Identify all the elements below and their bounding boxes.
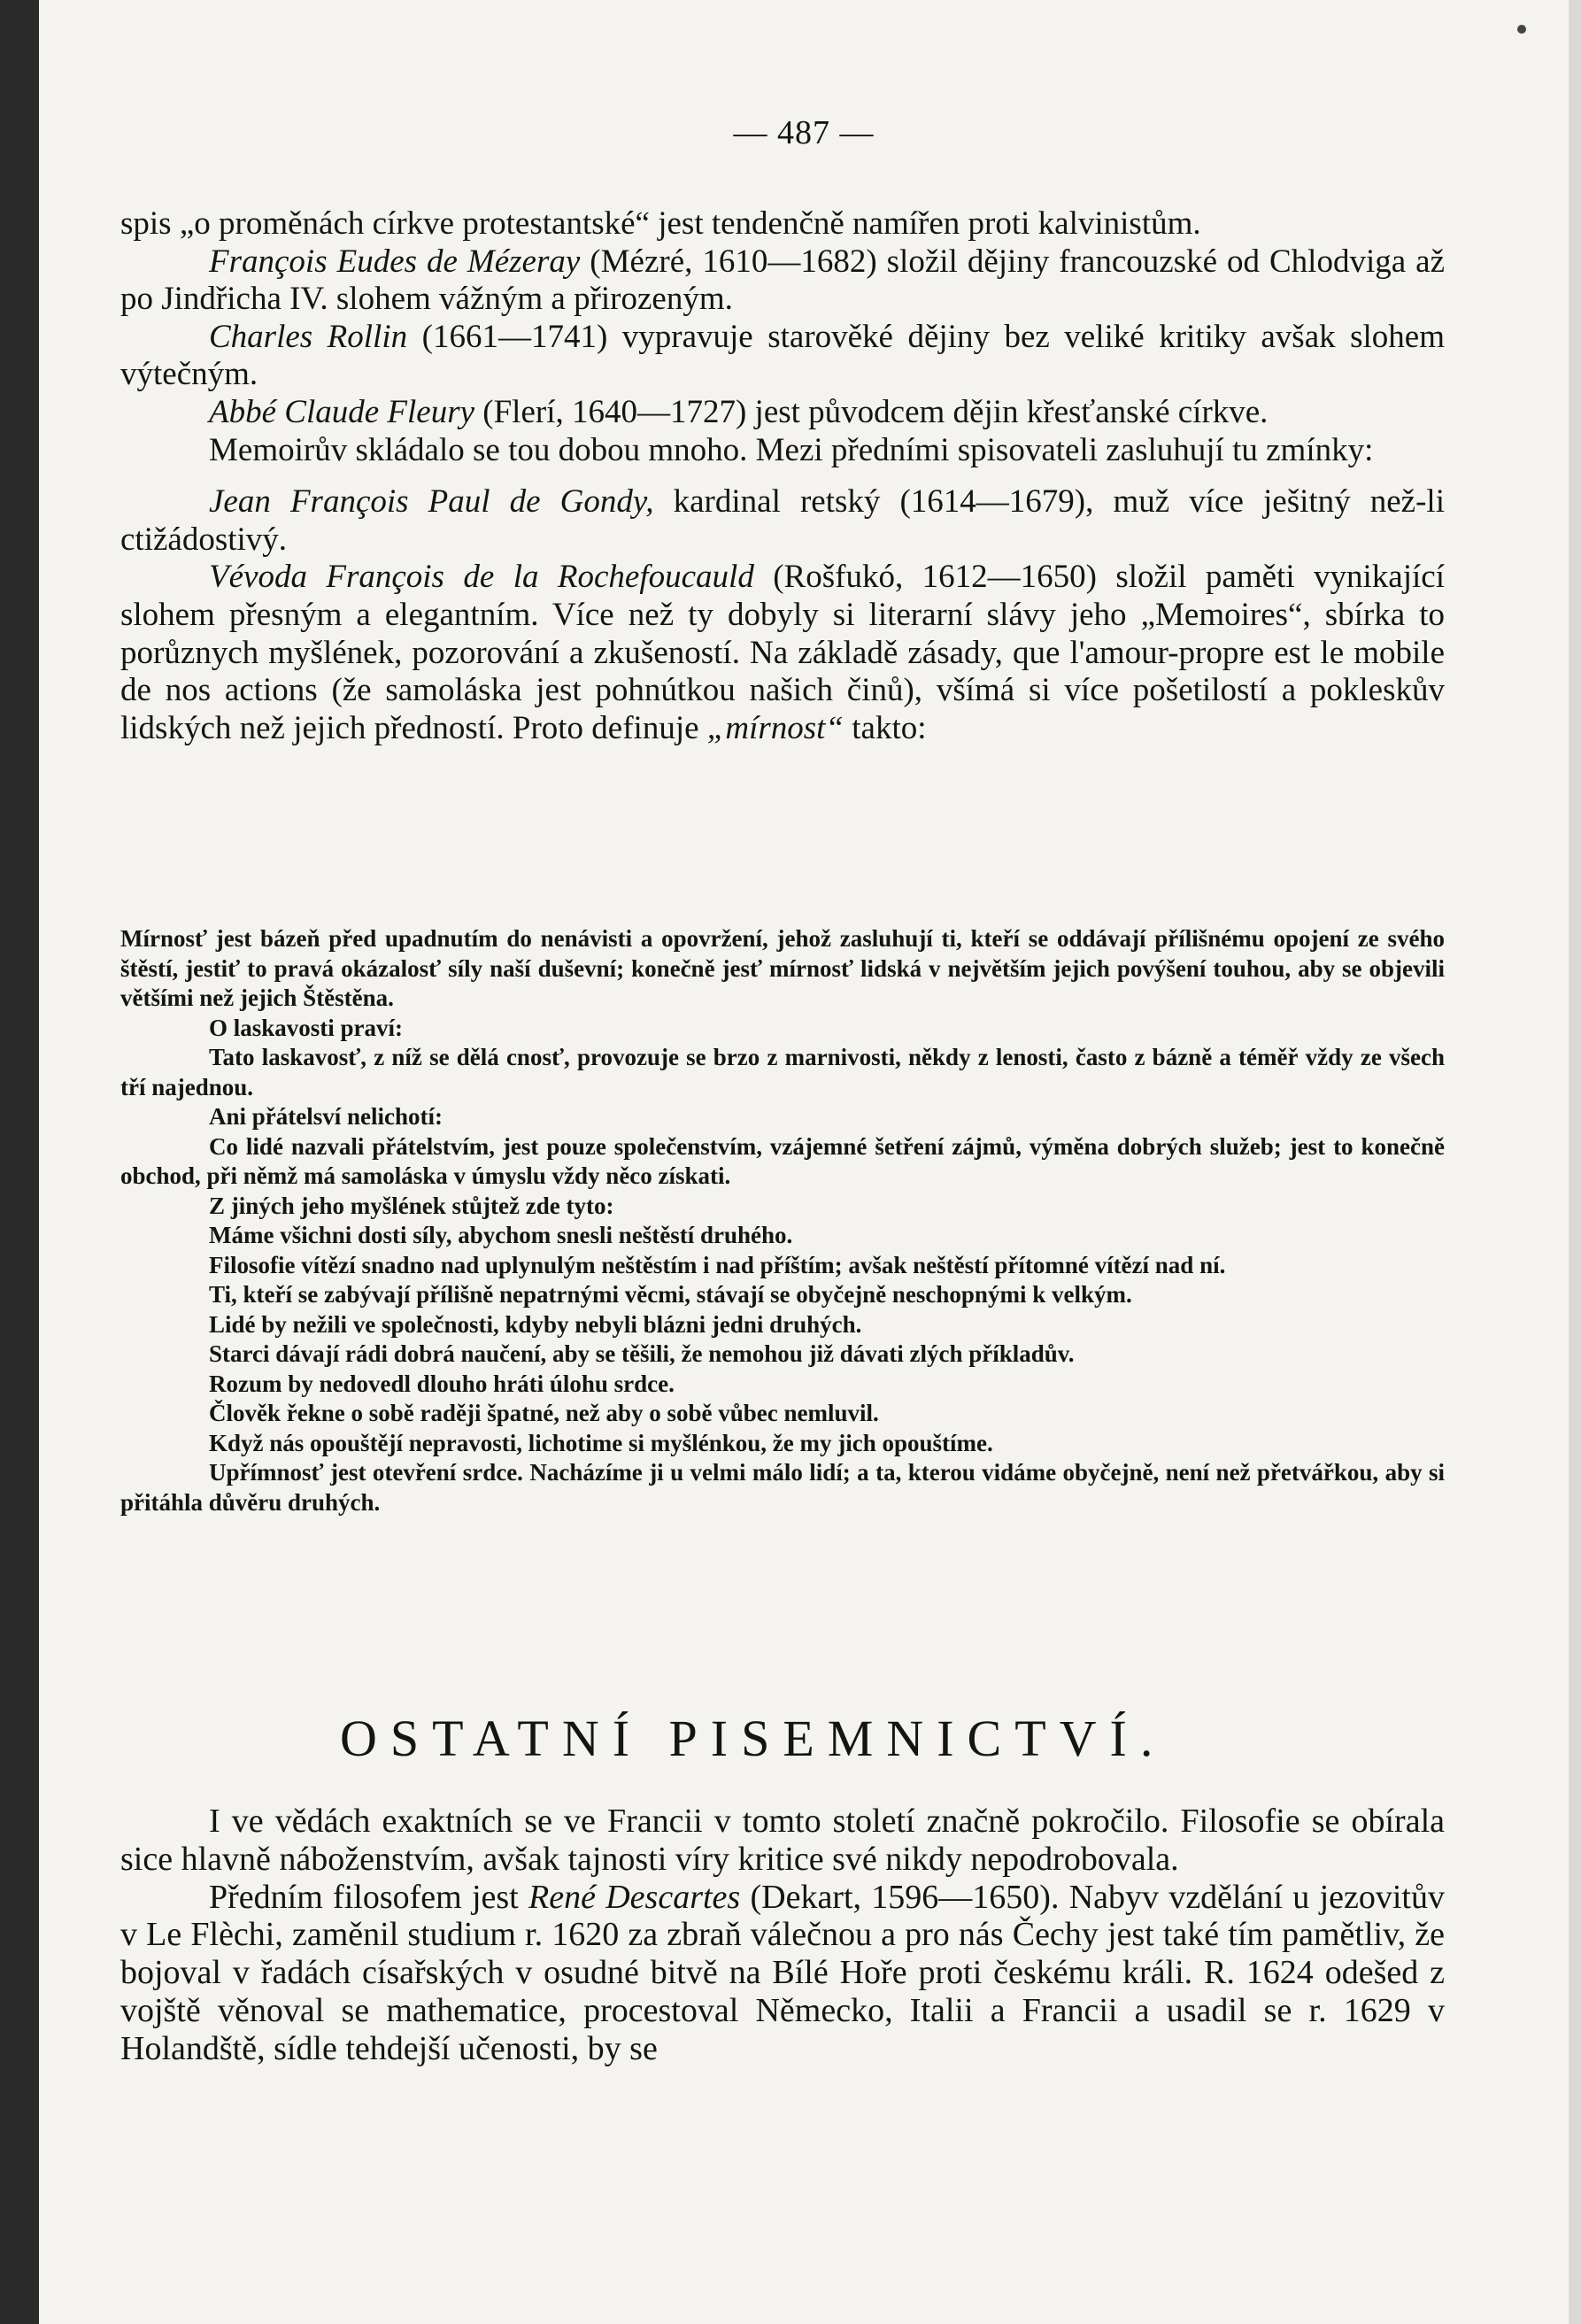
section-heading: OSTATNÍ PISEMNICTVÍ. (340, 1710, 1167, 1767)
quote-paragraph: Z jiných jeho myšlének stůjtež zde tyto: (209, 1192, 614, 1219)
quote-paragraph: O laskavosti praví: (209, 1014, 404, 1041)
page-speck (1517, 25, 1526, 34)
paragraph-3: Charles Rollin (1661—1741) vypravuje starověké dějiny bez veliké kritiky avšak slohem výtečným. (120, 318, 1445, 393)
author-name: Charles Rollin (209, 318, 408, 355)
paragraph-2: François Eudes de Mézeray (Mézré, 1610—1682) složil dějiny francouzské od Chlodviga až po Jindřicha IV. slohem vážným a přirozeným. (120, 243, 1445, 318)
quotations-block (120, 924, 1445, 1517)
quote-paragraph: Filosofie vítězí snadno nad uplynulým neštěstím i nad příštím; avšak neštěstí přítomné vítězí nad ní. (209, 1251, 1226, 1278)
defined-term: „mírnost“ (706, 709, 844, 746)
section-text (120, 1803, 1445, 2068)
quote-paragraph: Tato laskavosť, z níž se dělá cnosť, provozuje se brzo z marnivosti, někdy z lenosti, často z bázně a téměř vždy ze všech tří najednou. (120, 1044, 1445, 1100)
author-name: François Eudes de Mézeray (209, 243, 581, 280)
quote-paragraph: Když nás opouštějí nepravosti, lichotime si myšlénkou, že my jich opouštíme. (209, 1429, 993, 1456)
paragraph-5: Memoirův skládalo se tou dobou mnoho. Mezi předními spisovateli zasluhují tu zmínky: (209, 431, 1374, 468)
paragraph-4: Abbé Claude Fleury (Flerí, 1640—1727) jest původcem dějin křesťanské církve. (209, 393, 1269, 430)
author-name: Abbé Claude Fleury (209, 393, 475, 430)
quote-paragraph: Co lidé nazvali přátelstvím, jest pouze společenstvím, vzájemné šetření zájmů, výměna dobrých služeb; jest to konečně obchod, při němž má samoláska v úmyslu vždy něco získati. (120, 1132, 1445, 1189)
quote-paragraph: Mírnosť jest bázeň před upadnutím do nenávisti a opovržení, jehož zasluhují ti, kteří se oddávají přílišnému opojení ze svého štěstí, jestiť to pravá okázalosť síly naší duševní; konečně jesť mírnosť lidská v největším jejich povýšení touhou, aby se objevili většími než jejich Štěstěna. (120, 925, 1445, 1011)
paragraph-6: Jean François Paul de Gondy, kardinal retský (1614—1679), muž více ješitný než-li ctižádostivý. (120, 483, 1445, 558)
paragraph-7: Vévoda François de la Rochefoucauld (Rošfukó, 1612—1650) složil paměti vynikající slohem přesným a elegantním. Více než ty dobyly si literarní slávy jeho „Memoires“, sbírka to porůznych myšlének, pozorování a zkušeností. Na základě zásady, que l'amour-propre est le mobile de nos actions (že samoláska jest pohnútkou našich činů), všímá si více pošetilostí a pokleskův lidských než jejich předností. Proto definuje „mírnost“ takto: (120, 559, 1445, 746)
section-paragraph-1: I ve vědách exaktních se ve Francii v tomto století značně pokročilo. Filosofie se obírala sice hlavně náboženstvím, avšak tajnosti víry kritice své nikdy nepodrobovala. (120, 1803, 1445, 1878)
quote-paragraph: Upřímnosť jest otevření srdce. Nacházíme ji u velmi málo lidí; a ta, kterou vidáme obyčejně, není než přetvářkou, aby si přitáhla důvěru druhých. (120, 1459, 1445, 1516)
paragraph-1: spis „o proměnách církve protestantské“ jest tendenčně namířen proti kalvinistům. (120, 205, 1201, 242)
quote-paragraph: Lidé by nežili ve společnosti, kdyby nebyli blázni jedni druhých. (209, 1310, 862, 1338)
quote-paragraph: Máme všichni dosti síly, abychom snesli neštěstí druhého. (209, 1222, 793, 1248)
quote-paragraph: Ti, kteří se zabývají přílišně nepatrnými věcmi, stávají se obyčejně neschopnými k velkým. (209, 1281, 1132, 1308)
quote-paragraph: Rozum by nedovedl dlouho hráti úlohu srdce. (209, 1370, 675, 1397)
author-name: Vévoda François de la Rochefoucauld (209, 559, 754, 596)
author-name: René Descartes (528, 1878, 741, 1916)
main-text (120, 205, 1445, 747)
page-number: — 487 — (733, 114, 875, 151)
section-paragraph-2: Předním filosofem jest René Descartes (Dekart, 1596—1650). Nabyv vzdělání u jezovitův v Le Flèchi, zaměnil studium r. 1620 za zbraň válečnou a pro nás Čechy jest také tím pamětliv, že bojoval v řadách císařských v osudné bitvě na Bílé Hoře proti českému králi. R. 1624 odešed z vojště věnoval se mathematice, procestoval Německo, Italii a Francii a usadil se r. 1629 v Holandště, sídle tehdejší učenosti, by se (120, 1878, 1445, 2067)
quote-paragraph: Ani přátelsví nelichotí: (209, 1103, 443, 1130)
quote-paragraph: Člověk řekne o sobě raději špatné, než aby o sobě vůbec nemluvil. (209, 1400, 879, 1426)
author-name: Jean François Paul de Gondy, (209, 483, 654, 521)
quote-paragraph: Starci dávají rádi dobrá naučení, aby se těšili, že nemohou již dávati zlých příkladův. (209, 1340, 1075, 1367)
